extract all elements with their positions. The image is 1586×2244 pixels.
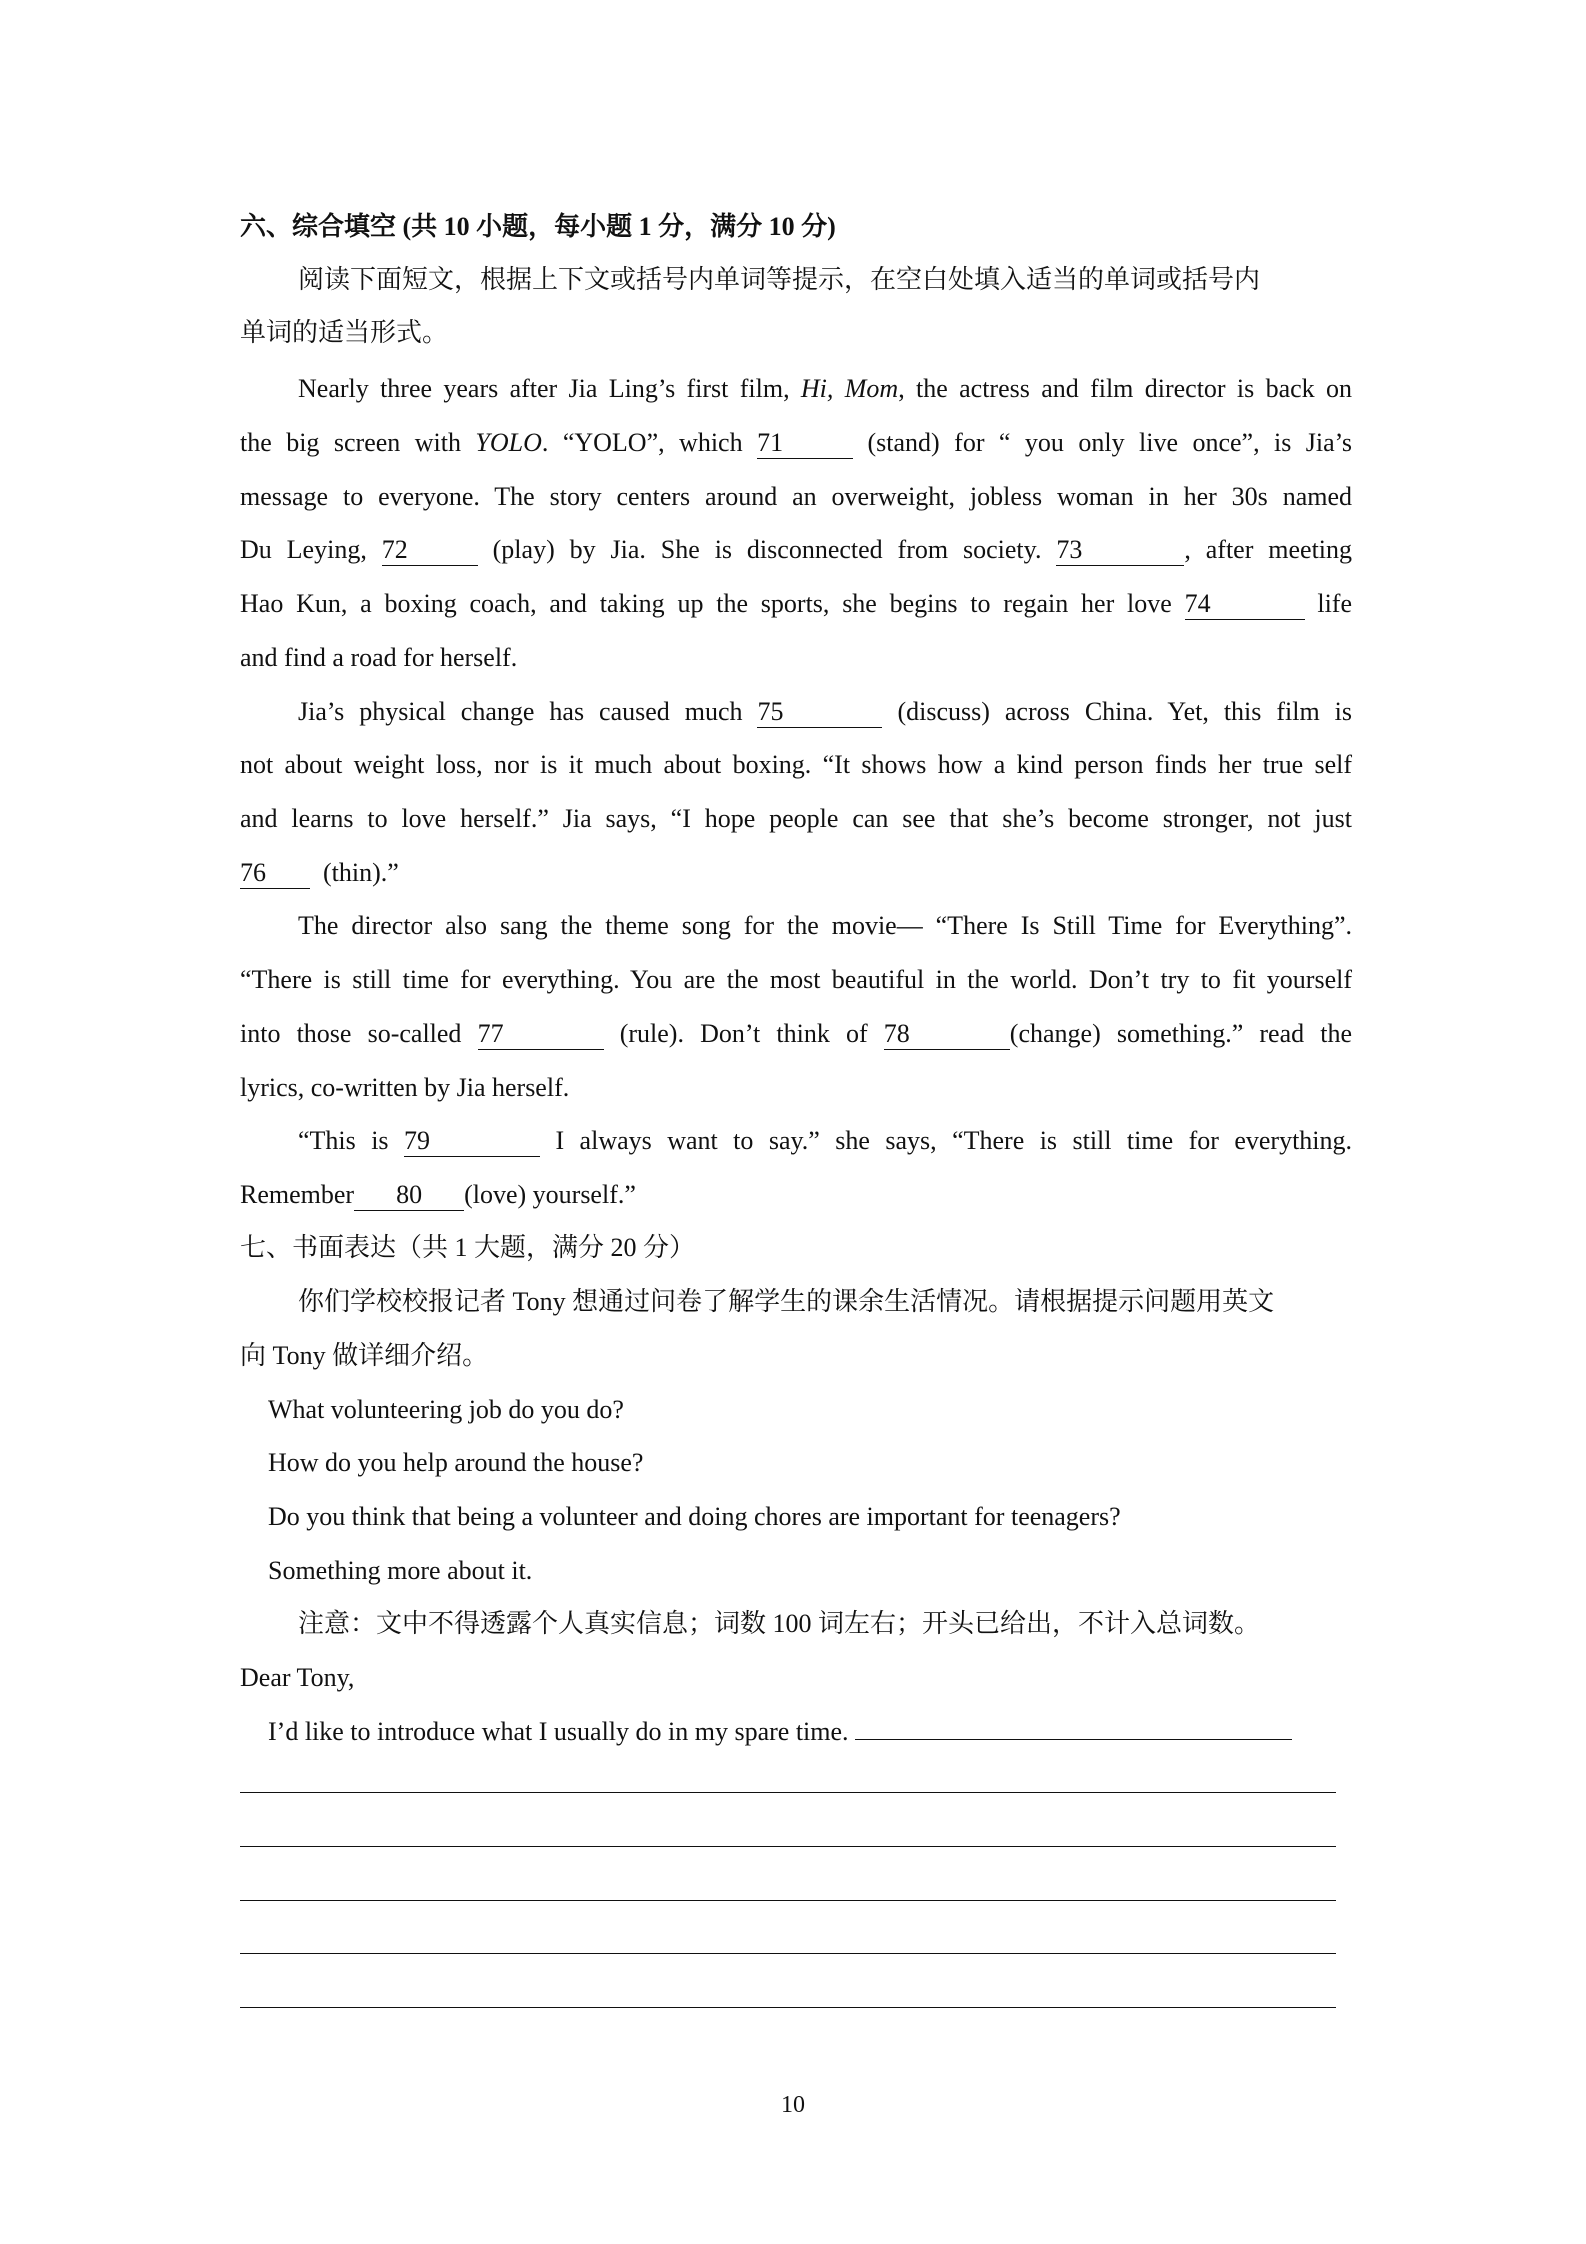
passage-p1-line-2: the big screen with YOLO. “YOLO”, which 71 (stand) for “ you only live once”, is Jia’s bbox=[240, 428, 1353, 457]
question-2: How do you help around the house? bbox=[268, 1448, 644, 1477]
blank-74[interactable]: 74 bbox=[1185, 589, 1305, 620]
writing-line-4[interactable] bbox=[240, 1953, 1336, 1954]
page-number: 10 bbox=[781, 2092, 805, 2118]
passage-p3-line-1: The director also sang the theme song for the movie— “There Is Still Time for Everything”. bbox=[298, 911, 1352, 940]
writing-line-3[interactable] bbox=[240, 1900, 1336, 1901]
letter-salutation: Dear Tony, bbox=[240, 1663, 355, 1692]
blank-80[interactable]: 80 bbox=[354, 1180, 464, 1211]
passage-p2-line-3: and learns to love herself.” Jia says, “I hope people can see that she’s become stronger, not just bbox=[240, 804, 1352, 833]
film-title-yolo: YOLO bbox=[475, 428, 542, 457]
passage-p2-line-1: Jia’s physical change has caused much 75 (discuss) across China. Yet, this film is bbox=[298, 697, 1353, 726]
section-7-note: 注意：文中不得透露个人真实信息；词数 100 词左右；开头已给出，不计入总词数。 bbox=[298, 1609, 1261, 1638]
passage-p4-line-2: Remember 80 (love) yourself.” bbox=[240, 1180, 636, 1209]
passage-p1-line-5: Hao Kun, a boxing coach, and taking up the sports, she begins to regain her love 74 life bbox=[240, 589, 1352, 618]
blank-73[interactable]: 73 bbox=[1056, 535, 1184, 566]
question-3: Do you think that being a volunteer and doing chores are important for teenagers? bbox=[268, 1502, 1121, 1531]
blank-76[interactable]: 76 bbox=[240, 858, 310, 889]
section-7-prompt-line-1: 你们学校校报记者 Tony 想通过问卷了解学生的课余生活情况。请根据提示问题用英文 bbox=[298, 1287, 1275, 1316]
passage-p1-line-6: and find a road for herself. bbox=[240, 643, 518, 672]
passage-p4-line-1: “This is 79 I always want to say.” she says, “There is still time for everything. bbox=[298, 1126, 1353, 1155]
writing-line-2[interactable] bbox=[240, 1846, 1336, 1847]
film-title-hi-mom: Hi, Mom bbox=[800, 374, 899, 403]
passage-p3-line-2: “There is still time for everything. You are the most beautiful in the world. Don’t try to fit yourself bbox=[240, 965, 1352, 994]
passage-p2-line-2: not about weight loss, nor is it much about boxing. “It shows how a kind person finds her true self bbox=[240, 750, 1352, 779]
passage-p2-line-4: 76 (thin).” bbox=[240, 858, 399, 887]
blank-79[interactable]: 79 bbox=[404, 1126, 540, 1157]
section-6-title: 六、综合填空 (共 10 小题，每小题 1 分，满分 10 分) bbox=[240, 212, 836, 241]
passage-p3-line-3: into those so-called 77 (rule). Don’t think of 78 (change) something.” read the bbox=[240, 1019, 1353, 1048]
blank-72[interactable]: 72 bbox=[382, 535, 478, 566]
letter-opening-line: I’d like to introduce what I usually do in my spare time. bbox=[268, 1713, 1352, 1751]
blank-71[interactable]: 71 bbox=[757, 428, 853, 459]
question-1: What volunteering job do you do? bbox=[268, 1395, 624, 1424]
blank-77[interactable]: 77 bbox=[478, 1019, 604, 1050]
passage-p1-line-3: message to everyone. The story centers around an overweight, jobless woman in her 30s named bbox=[240, 482, 1352, 511]
section-6-instruction-line-1: 阅读下面短文，根据上下文或括号内单词等提示，在空白处填入适当的单词或括号内 bbox=[298, 265, 1261, 294]
section-7-prompt-line-2: 向 Tony 做详细介绍。 bbox=[240, 1341, 489, 1370]
blank-78[interactable]: 78 bbox=[884, 1019, 1010, 1050]
blank-75[interactable]: 75 bbox=[757, 697, 882, 728]
writing-line-1[interactable] bbox=[240, 1792, 1336, 1793]
passage-p1-line-1: Nearly three years after Jia Ling’s first film, Hi, Mom, the actress and film director is back on bbox=[298, 374, 1353, 403]
section-6-instruction-line-2: 单词的适当形式。 bbox=[240, 318, 449, 347]
writing-line-5[interactable] bbox=[240, 2007, 1336, 2008]
question-4: Something more about it. bbox=[268, 1556, 533, 1585]
passage-p3-line-4: lyrics, co-written by Jia herself. bbox=[240, 1073, 570, 1102]
section-7-title: 七、书面表达（共 1 大题，满分 20 分） bbox=[240, 1233, 696, 1262]
writing-line-0[interactable] bbox=[855, 1713, 1292, 1740]
passage-p1-line-4: Du Leying, 72 (play) by Jia. She is disconnected from society. 73 , after meeting bbox=[240, 535, 1353, 564]
